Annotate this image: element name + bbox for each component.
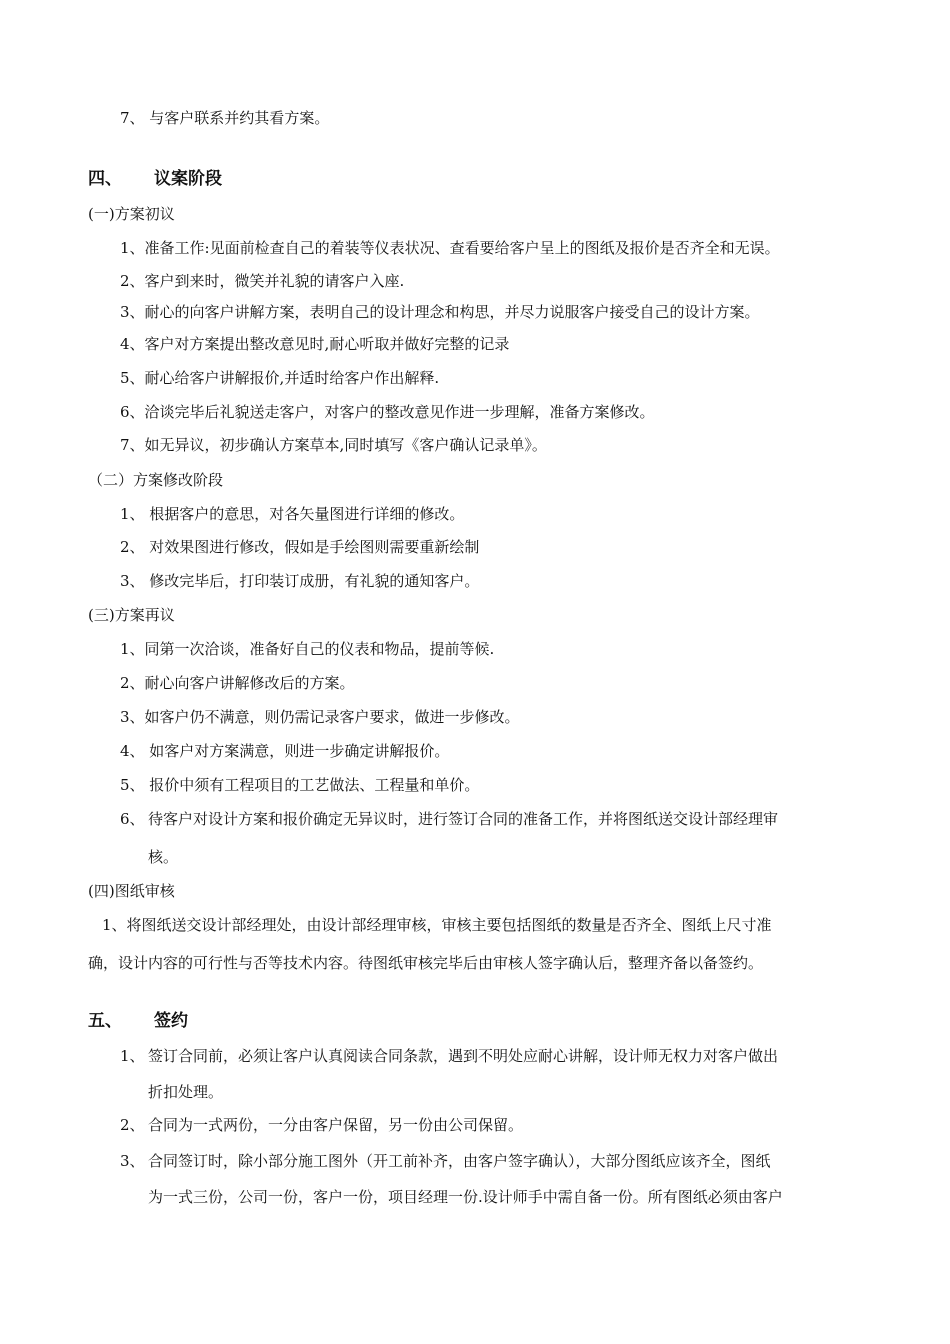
list-item: 3、耐心的向客户讲解方案，表明自己的设计理念和构思，并尽力说服客户接受自己的设计方案。 [120,303,760,321]
list-item: 5、 报价中须有工程项目的工艺做法、工程量和单价。 [120,776,480,794]
subsection-2-title: （二）方案修改阶段 [88,471,224,489]
list-item-continuation: 折扣处理。 [148,1083,224,1101]
list-item: 6、洽谈完毕后礼貌送走客户，对客户的整改意见作进一步理解，准备方案修改。 [120,403,655,421]
section-5-heading [88,1010,188,1032]
list-item-number: 2、 [120,1116,145,1134]
subsection-4-title: (四)图纸审核 [88,882,175,900]
paragraph-line: 确，设计内容的可行性与否等技术内容。待图纸审核完毕后由审核人签字确认后，整理齐备以备签约。 [88,954,764,972]
paragraph-line: 1、将图纸送交设计部经理处，由设计部经理审核，审核主要包括图纸的数量是否齐全、图纸上尺寸准 [102,916,772,934]
list-item: 1、 根据客户的意思，对各矢量图进行详细的修改。 [120,505,465,523]
list-item-continuation: 核。 [148,848,179,866]
section-4-title: 议案阶段 [154,169,222,189]
list-item-number: 1、 [120,1047,145,1065]
list-item-text: 签订合同前，必须让客户认真阅读合同条款，遇到不明处应耐心讲解，设计师无权力对客户做出 [148,1047,779,1065]
list-item: 2、 对效果图进行修改，假如是手绘图则需要重新绘制 [120,538,480,556]
list-item: 2、客户到来时，微笑并礼貌的请客户入座. [120,272,405,290]
list-item: 1、准备工作:见面前检查自己的着装等仪表状况、查看要给客户呈上的图纸及报价是否齐全和无误。 [120,239,780,257]
section-5-number: 五、 [88,1011,122,1031]
list-item-continuation: 为一式三份，公司一份，客户一份，项目经理一份.设计师手中需自备一份。所有图纸必须由客户 [148,1188,783,1206]
list-item-number: 6、 [120,810,145,828]
section-4-number: 四、 [88,169,122,189]
list-item: 3、如客户仍不满意，则仍需记录客户要求，做进一步修改。 [120,708,520,726]
list-item: 4、 如客户对方案满意，则进一步确定讲解报价。 [120,742,450,760]
list-item: 1、同第一次洽谈，准备好自己的仪表和物品，提前等候. [120,640,495,658]
list-item: 5、耐心给客户讲解报价,并适时给客户作出解释. [120,369,440,387]
list-item-text: 合同签订时，除小部分施工图外（开工前补齐，由客户签字确认），大部分图纸应该齐全，图纸 [148,1152,771,1170]
subsection-3-title: (三)方案再议 [88,606,175,624]
list-item-number: 3、 [120,1152,145,1170]
section-4-heading [88,168,222,190]
list-item-text: 待客户对设计方案和报价确定无异议时，进行签订合同的准备工作，并将图纸送交设计部经理审 [148,810,779,828]
section-5-title: 签约 [154,1011,188,1031]
list-item-text: 合同为一式两份，一分由客户保留，另一份由公司保留。 [148,1116,524,1134]
list-item: 3、 修改完毕后，打印装订成册，有礼貌的通知客户。 [120,572,480,590]
intro-item: 7、 与客户联系并约其看方案。 [120,109,330,127]
list-item: 2、耐心向客户讲解修改后的方案。 [120,674,355,692]
list-item: 4、客户对方案提出整改意见时,耐心听取并做好完整的记录 [120,335,510,353]
subsection-1-title: (一)方案初议 [88,205,175,223]
list-item: 7、如无异议，初步确认方案草本,同时填写《客户确认记录单》。 [120,436,547,454]
